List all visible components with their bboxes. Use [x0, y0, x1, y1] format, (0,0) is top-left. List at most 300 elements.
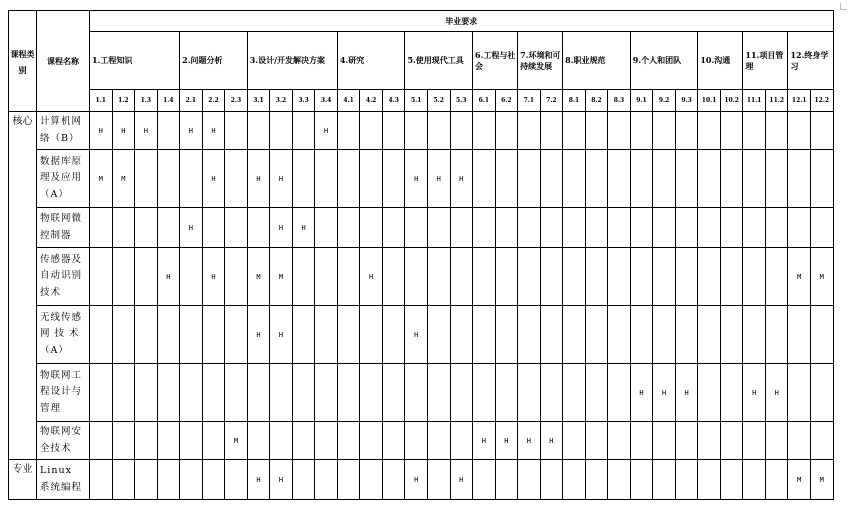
support-level-cell [180, 306, 203, 364]
sub-requirement-header: 1.1 [90, 90, 113, 112]
requirement-group-header [698, 32, 743, 90]
course-name-header-text: 课程名称 [47, 55, 79, 66]
support-level-cell [90, 460, 113, 500]
support-level-cell [247, 208, 270, 248]
support-level-cell [811, 364, 834, 422]
support-level-cell: M [112, 150, 135, 208]
support-level-cell [540, 460, 563, 500]
sub-requirement-header: 4.1 [337, 90, 360, 112]
support-level-cell [337, 364, 360, 422]
support-level-cell [112, 422, 135, 460]
support-level-cell [743, 112, 766, 150]
support-level-cell [90, 422, 113, 460]
support-level-cell [450, 208, 473, 248]
support-level-cell: H [405, 460, 428, 500]
support-level-cell [811, 112, 834, 150]
support-level-cell [495, 306, 518, 364]
support-level-cell: H [157, 248, 180, 306]
support-level-cell [112, 364, 135, 422]
support-level-cell [315, 150, 338, 208]
support-level-cell [90, 306, 113, 364]
support-level-cell [112, 460, 135, 500]
support-level-cell [698, 460, 721, 500]
support-level-cell: M [788, 248, 811, 306]
support-level-cell [563, 364, 586, 422]
sub-requirement-header: 6.2 [495, 90, 518, 112]
course-name-cell: 数据库原理及应用（A） [37, 150, 90, 208]
requirement-group-header [90, 32, 180, 90]
support-level-cell [135, 422, 158, 460]
support-level-cell [157, 364, 180, 422]
support-level-cell: H [653, 364, 676, 422]
support-level-cell [360, 422, 383, 460]
support-level-cell [292, 248, 315, 306]
support-level-cell [157, 112, 180, 150]
support-level-cell [270, 422, 293, 460]
support-level-cell: M [90, 150, 113, 208]
course-name-cell: Linux 系统编程 [37, 460, 90, 500]
support-level-cell: M [270, 248, 293, 306]
support-level-cell [292, 364, 315, 422]
support-level-cell [292, 460, 315, 500]
support-level-cell [675, 248, 698, 306]
support-level-cell [788, 112, 811, 150]
requirement-group-label: 11.项目管理 [745, 49, 784, 71]
requirement-group-header [405, 32, 473, 90]
support-level-cell [563, 460, 586, 500]
support-level-cell [743, 150, 766, 208]
sub-requirement-header: 3.3 [292, 90, 315, 112]
support-level-cell [270, 364, 293, 422]
support-level-cell [765, 112, 788, 150]
support-level-cell [811, 208, 834, 248]
support-level-cell [563, 112, 586, 150]
support-level-cell [360, 112, 383, 150]
requirement-group-label: 3.设计/开发解决方案 [249, 55, 325, 66]
support-level-cell [270, 112, 293, 150]
support-level-cell [788, 306, 811, 364]
support-level-cell [225, 364, 248, 422]
support-level-cell [518, 460, 541, 500]
support-level-cell [608, 422, 631, 460]
support-level-cell [157, 208, 180, 248]
support-level-cell [518, 208, 541, 248]
support-level-cell: H [202, 150, 225, 208]
sub-requirement-header: 7.1 [518, 90, 541, 112]
support-level-cell [90, 364, 113, 422]
table-row [9, 460, 834, 500]
support-level-cell [360, 306, 383, 364]
support-level-cell: H [427, 150, 450, 208]
support-level-cell [608, 248, 631, 306]
support-level-cell: H [270, 460, 293, 500]
support-level-cell [563, 422, 586, 460]
support-level-cell [811, 306, 834, 364]
support-level-cell: M [247, 248, 270, 306]
sub-requirement-header: 8.3 [608, 90, 631, 112]
support-level-cell [675, 306, 698, 364]
support-level-cell [202, 422, 225, 460]
support-level-cell [765, 306, 788, 364]
support-level-cell [720, 112, 743, 150]
support-level-cell [292, 112, 315, 150]
support-level-cell [247, 422, 270, 460]
support-level-cell [157, 460, 180, 500]
support-level-cell [743, 460, 766, 500]
support-level-cell [675, 112, 698, 150]
support-level-cell [811, 150, 834, 208]
support-level-cell [135, 248, 158, 306]
support-level-cell: M [811, 460, 834, 500]
support-level-cell [765, 460, 788, 500]
support-level-cell [495, 364, 518, 422]
support-level-cell [180, 422, 203, 460]
support-level-cell [743, 248, 766, 306]
support-level-cell: H [630, 364, 653, 422]
support-level-cell [675, 208, 698, 248]
support-level-cell [450, 422, 473, 460]
support-level-cell [585, 112, 608, 150]
requirement-group-label: 12.终身学习 [790, 49, 829, 71]
requirement-group-header [788, 32, 833, 90]
table-row [9, 364, 834, 422]
support-level-cell [247, 112, 270, 150]
support-level-cell [608, 150, 631, 208]
support-level-cell [225, 150, 248, 208]
support-level-cell [540, 150, 563, 208]
support-level-cell [157, 150, 180, 208]
support-level-cell [788, 208, 811, 248]
course-name-cell: 传感器及自动识别技术 [37, 248, 90, 306]
table-row [9, 306, 834, 364]
requirement-group-header [630, 32, 698, 90]
support-level-cell [698, 248, 721, 306]
support-level-cell [518, 112, 541, 150]
support-level-cell: H [743, 364, 766, 422]
sub-requirement-header: 5.1 [405, 90, 428, 112]
support-level-cell [720, 306, 743, 364]
category-header [9, 11, 37, 112]
sub-requirement-header: 6.1 [473, 90, 496, 112]
requirement-group-header [518, 32, 563, 90]
support-level-cell: H [450, 150, 473, 208]
requirements-matrix-table [8, 10, 834, 500]
support-level-cell [630, 422, 653, 460]
requirement-group-header [247, 32, 337, 90]
support-level-cell: H [112, 112, 135, 150]
support-level-cell [405, 364, 428, 422]
support-level-cell: H [315, 112, 338, 150]
support-level-cell [292, 422, 315, 460]
support-level-cell [382, 150, 405, 208]
support-level-cell [382, 248, 405, 306]
support-level-cell [765, 248, 788, 306]
support-level-cell [135, 208, 158, 248]
support-level-cell [653, 208, 676, 248]
sub-requirement-header: 4.2 [360, 90, 383, 112]
support-level-cell [720, 422, 743, 460]
sub-requirement-header: 1.3 [135, 90, 158, 112]
support-level-cell [608, 460, 631, 500]
support-level-cell [360, 364, 383, 422]
support-level-cell [743, 208, 766, 248]
support-level-cell [427, 248, 450, 306]
sub-requirement-header: 2.3 [225, 90, 248, 112]
requirement-group-header [337, 32, 405, 90]
support-level-cell: M [225, 422, 248, 460]
support-level-cell [495, 112, 518, 150]
sub-requirement-header: 5.2 [427, 90, 450, 112]
sub-requirement-header: 5.3 [450, 90, 473, 112]
support-level-cell [630, 306, 653, 364]
support-level-cell [225, 112, 248, 150]
support-level-cell [382, 208, 405, 248]
support-level-cell [225, 460, 248, 500]
support-level-cell [653, 112, 676, 150]
support-level-cell [315, 248, 338, 306]
course-category-cell [9, 112, 37, 460]
requirement-group-label: 8.职业规范 [565, 55, 606, 66]
support-level-cell [180, 364, 203, 422]
support-level-cell: H [247, 306, 270, 364]
support-level-cell [427, 306, 450, 364]
support-level-cell [743, 422, 766, 460]
support-level-cell [337, 460, 360, 500]
support-level-cell [630, 248, 653, 306]
course-name-cell: 计算机网络（B） [37, 112, 90, 150]
support-level-cell [473, 460, 496, 500]
sub-requirement-header: 11.2 [765, 90, 788, 112]
support-level-cell [473, 364, 496, 422]
support-level-cell: H [202, 248, 225, 306]
requirement-group-label: 4.研究 [339, 55, 365, 66]
support-level-cell [405, 208, 428, 248]
support-level-cell [811, 422, 834, 460]
support-level-cell [518, 306, 541, 364]
requirement-group-header [563, 32, 631, 90]
support-level-cell: H [247, 150, 270, 208]
support-level-cell: H [292, 208, 315, 248]
sub-requirement-header: 9.2 [653, 90, 676, 112]
support-level-cell: H [202, 112, 225, 150]
support-level-cell [292, 150, 315, 208]
sub-requirement-header: 1.4 [157, 90, 180, 112]
support-level-cell: M [811, 248, 834, 306]
course-name-cell: 物联网工程设计与管理 [37, 364, 90, 422]
support-level-cell [608, 112, 631, 150]
support-level-cell [382, 422, 405, 460]
support-level-cell [720, 150, 743, 208]
support-level-cell [473, 150, 496, 208]
course-category-label: 核心 [12, 116, 33, 127]
support-level-cell [427, 460, 450, 500]
support-level-cell: H [675, 364, 698, 422]
support-level-cell [495, 150, 518, 208]
course-name-cell: 无线传感网 技 术（A） [37, 306, 90, 364]
support-level-cell [247, 364, 270, 422]
requirement-group-label: 7.环境和可持续发展 [520, 49, 561, 71]
document-page [8, 10, 834, 500]
support-level-cell [495, 248, 518, 306]
support-level-cell [405, 248, 428, 306]
support-level-cell [90, 248, 113, 306]
support-level-cell [157, 422, 180, 460]
support-level-cell [563, 208, 586, 248]
support-level-cell [450, 364, 473, 422]
support-level-cell: H [90, 112, 113, 150]
support-level-cell [653, 306, 676, 364]
course-name-cell: 物联网安全技术 [37, 422, 90, 460]
support-level-cell [653, 460, 676, 500]
support-level-cell [360, 460, 383, 500]
support-level-cell [608, 208, 631, 248]
support-level-cell [585, 248, 608, 306]
support-level-cell [563, 150, 586, 208]
support-level-cell [653, 150, 676, 208]
support-level-cell [225, 306, 248, 364]
support-level-cell [675, 150, 698, 208]
sub-requirement-header: 2.2 [202, 90, 225, 112]
support-level-cell: H [765, 364, 788, 422]
support-level-cell: H [518, 422, 541, 460]
support-level-cell [427, 112, 450, 150]
support-level-cell [698, 150, 721, 208]
support-level-cell [765, 208, 788, 248]
support-level-cell [630, 460, 653, 500]
page-corner-mark [840, 3, 847, 10]
support-level-cell: M [788, 460, 811, 500]
support-level-cell [720, 460, 743, 500]
sub-requirement-header: 1.2 [112, 90, 135, 112]
table-row [9, 248, 834, 306]
support-level-cell [112, 248, 135, 306]
sub-requirement-header: 12.2 [811, 90, 834, 112]
support-level-cell [382, 460, 405, 500]
support-level-cell [450, 248, 473, 306]
support-level-cell [630, 208, 653, 248]
support-level-cell [540, 364, 563, 422]
support-level-cell: H [450, 460, 473, 500]
support-level-cell [382, 306, 405, 364]
sub-requirement-header: 3.4 [315, 90, 338, 112]
category-header-text: 课程类别 [10, 49, 35, 75]
course-name-header [37, 11, 90, 112]
support-level-cell [180, 150, 203, 208]
sub-requirement-header: 2.1 [180, 90, 203, 112]
graduation-requirements-header [90, 11, 834, 32]
support-level-cell [563, 306, 586, 364]
support-level-cell [337, 112, 360, 150]
support-level-cell [405, 112, 428, 150]
support-level-cell [698, 306, 721, 364]
table-row [9, 112, 834, 150]
sub-requirement-header: 9.3 [675, 90, 698, 112]
support-level-cell [90, 208, 113, 248]
support-level-cell [585, 460, 608, 500]
support-level-cell [698, 208, 721, 248]
support-level-cell [585, 208, 608, 248]
support-level-cell: H [360, 248, 383, 306]
course-category-label: 专业 [12, 464, 33, 475]
support-level-cell [653, 422, 676, 460]
support-level-cell [405, 422, 428, 460]
support-level-cell [135, 460, 158, 500]
support-level-cell [427, 364, 450, 422]
support-level-cell [180, 248, 203, 306]
support-level-cell [563, 248, 586, 306]
support-level-cell [473, 248, 496, 306]
support-level-cell: H [495, 422, 518, 460]
requirement-group-label: 1.工程知识 [92, 55, 133, 66]
support-level-cell [427, 208, 450, 248]
support-level-cell [585, 422, 608, 460]
support-level-cell: H [247, 460, 270, 500]
support-level-cell [135, 150, 158, 208]
support-level-cell [180, 460, 203, 500]
support-level-cell [698, 112, 721, 150]
support-level-cell [337, 150, 360, 208]
support-level-cell: H [270, 150, 293, 208]
support-level-cell [225, 208, 248, 248]
support-level-cell [473, 112, 496, 150]
support-level-cell [653, 248, 676, 306]
sub-requirement-header: 3.1 [247, 90, 270, 112]
support-level-cell: H [270, 306, 293, 364]
support-level-cell [720, 364, 743, 422]
requirement-group-header [180, 32, 248, 90]
sub-requirement-header: 8.1 [563, 90, 586, 112]
support-level-cell [382, 112, 405, 150]
support-level-cell [585, 364, 608, 422]
support-level-cell [585, 306, 608, 364]
support-level-cell [315, 422, 338, 460]
support-level-cell [630, 150, 653, 208]
support-level-cell [202, 364, 225, 422]
support-level-cell [608, 364, 631, 422]
support-level-cell [292, 306, 315, 364]
support-level-cell: H [270, 208, 293, 248]
support-level-cell [112, 306, 135, 364]
support-level-cell [202, 208, 225, 248]
support-level-cell [720, 248, 743, 306]
requirement-group-label: 9.个人和团队 [632, 55, 682, 66]
sub-requirement-header: 7.2 [540, 90, 563, 112]
support-level-cell [540, 208, 563, 248]
support-level-cell [315, 208, 338, 248]
support-level-cell [495, 460, 518, 500]
support-level-cell [473, 208, 496, 248]
requirement-group-label: 5.使用现代工具 [407, 55, 464, 66]
support-level-cell: H [405, 150, 428, 208]
support-level-cell [427, 422, 450, 460]
support-level-cell [337, 248, 360, 306]
support-level-cell [765, 422, 788, 460]
support-level-cell [135, 364, 158, 422]
support-level-cell [518, 248, 541, 306]
sub-requirement-header: 9.1 [630, 90, 653, 112]
support-level-cell [698, 422, 721, 460]
support-level-cell [382, 364, 405, 422]
support-level-cell [608, 306, 631, 364]
requirement-group-header [473, 32, 518, 90]
table-row [9, 150, 834, 208]
sub-requirement-header: 10.1 [698, 90, 721, 112]
support-level-cell [788, 364, 811, 422]
support-level-cell [518, 150, 541, 208]
requirement-group-header [743, 32, 788, 90]
sub-requirement-header: 12.1 [788, 90, 811, 112]
support-level-cell [743, 306, 766, 364]
